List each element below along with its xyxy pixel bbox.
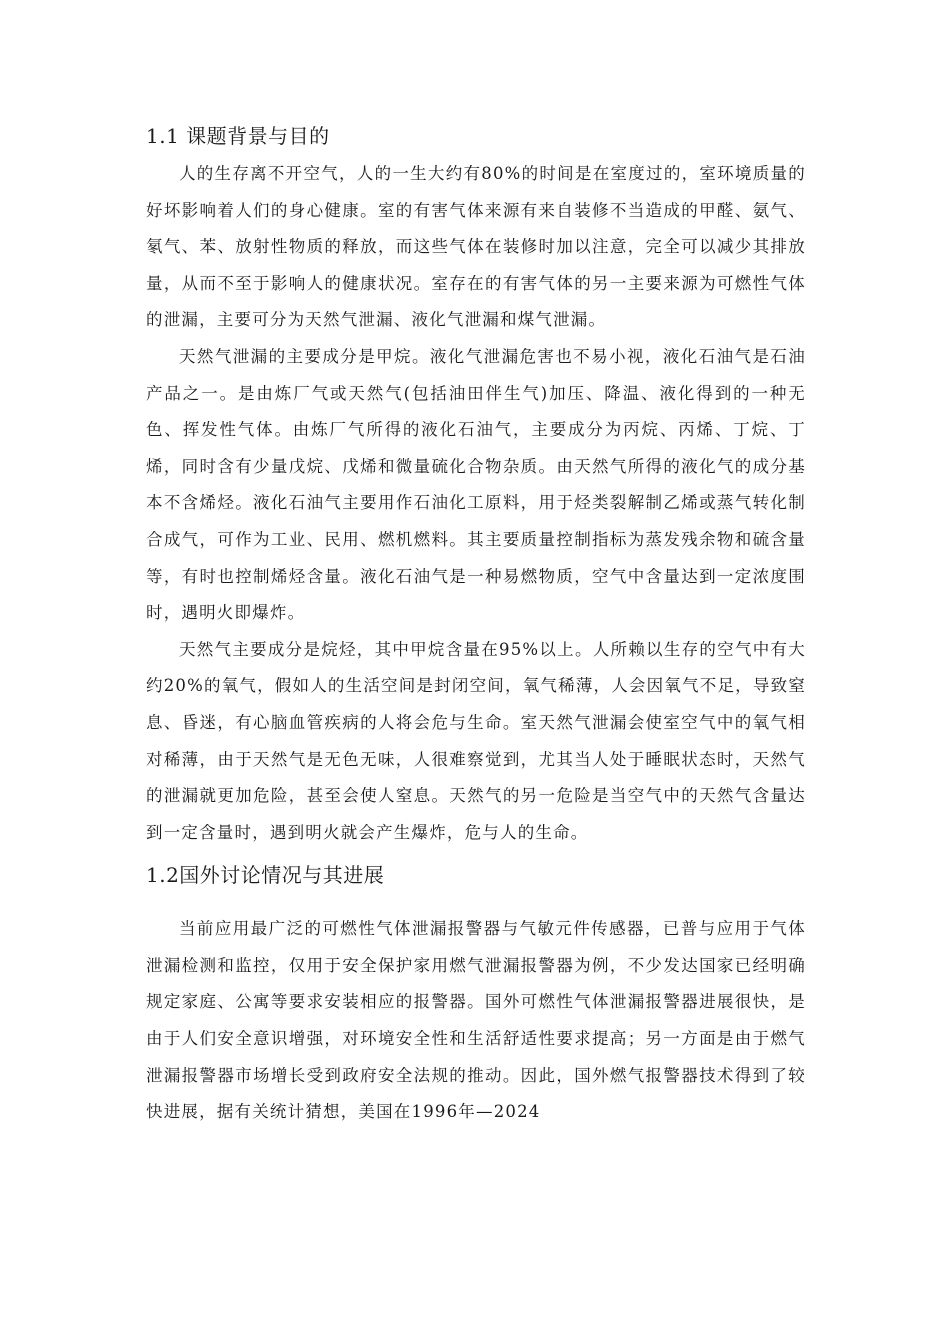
section-heading-background: 1.1 课题背景与目的 [146,124,330,148]
paragraph-alarm-devices: 当前应用最广泛的可燃性气体泄漏报警器与气敏元件传感器，已普与应用于气体泄漏检测和监控，仅用于安全保护家用燃气泄漏报警器为例，不少发达国家已经明确规定家庭、公寓等要求安装相应的报警器。国外可燃性气体泄漏报警器进展很快，是由于人们安全意识增强，对环境安全性和生活舒适性要求提高；另一方面是由于燃气泄漏报警器市场增长受到政府安全法规的推动。因此，国外燃气报警器技术得到了较快进展，据有关统计猜想，美国在1996年—2024 [146,919,806,1122]
document-body [146,118,806,1131]
paragraph-air-quality: 人的生存离不开空气，人的一生大约有80%的时间是在室度过的，室环境质量的好坏影响着人们的身心健康。室的有害气体来源有来自装修不当造成的甲醛、氨气、氡气、苯、放射性物质的释放，而这些气体在装修时加以注意，完全可以减少其排放量，从而不至于影响人的健康状况。室存在的有害气体的另一主要来源为可燃性气体的泄漏，主要可分为天然气泄漏、液化气泄漏和煤气泄漏。 [146,164,806,330]
paragraph-lpg: 天然气泄漏的主要成分是甲烷。液化气泄漏危害也不易小视，液化石油气是石油产品之一。是由炼厂气或天然气(包括油田伴生气)加压、降温、液化得到的一种无色、挥发性气体。由炼厂气所得的液化石油气，主要成分为丙烷、丙烯、丁烷、丁烯，同时含有少量戊烷、戊烯和微量硫化合物杂质。由天然气所得的液化气的成分基本不含烯烃。液化石油气主要用作石油化工原料，用于烃类裂解制乙烯或蒸气转化制合成气，可作为工业、民用、燃机燃料。其主要质量控制指标为蒸发残余物和硫含量等，有时也控制烯烃含量。液化石油气是一种易燃物质，空气中含量达到一定浓度围时，遇明火即爆炸。 [146,346,806,623]
paragraph-natural-gas: 天然气主要成分是烷烃，其中甲烷含量在95%以上。人所赖以生存的空气中有大约20%的氧气，假如人的生活空间是封闭空间，氧气稀薄，人会因氧气不足，导致窒息、昏迷，有心脑血管疾病的人将会危与生命。室天然气泄漏会使室空气中的氧气相对稀薄，由于天然气是无色无味，人很难察觉到，尤其当人处于睡眠状态时，天然气的泄漏就更加危险，甚至会使人窒息。天然气的另一危险是当空气中的天然气含量达到一定含量时，遇到明火就会产生爆炸，危与人的生命。 [146,639,806,842]
section-heading-research-status: 1.2国外讨论情况与其进展 [146,863,385,888]
